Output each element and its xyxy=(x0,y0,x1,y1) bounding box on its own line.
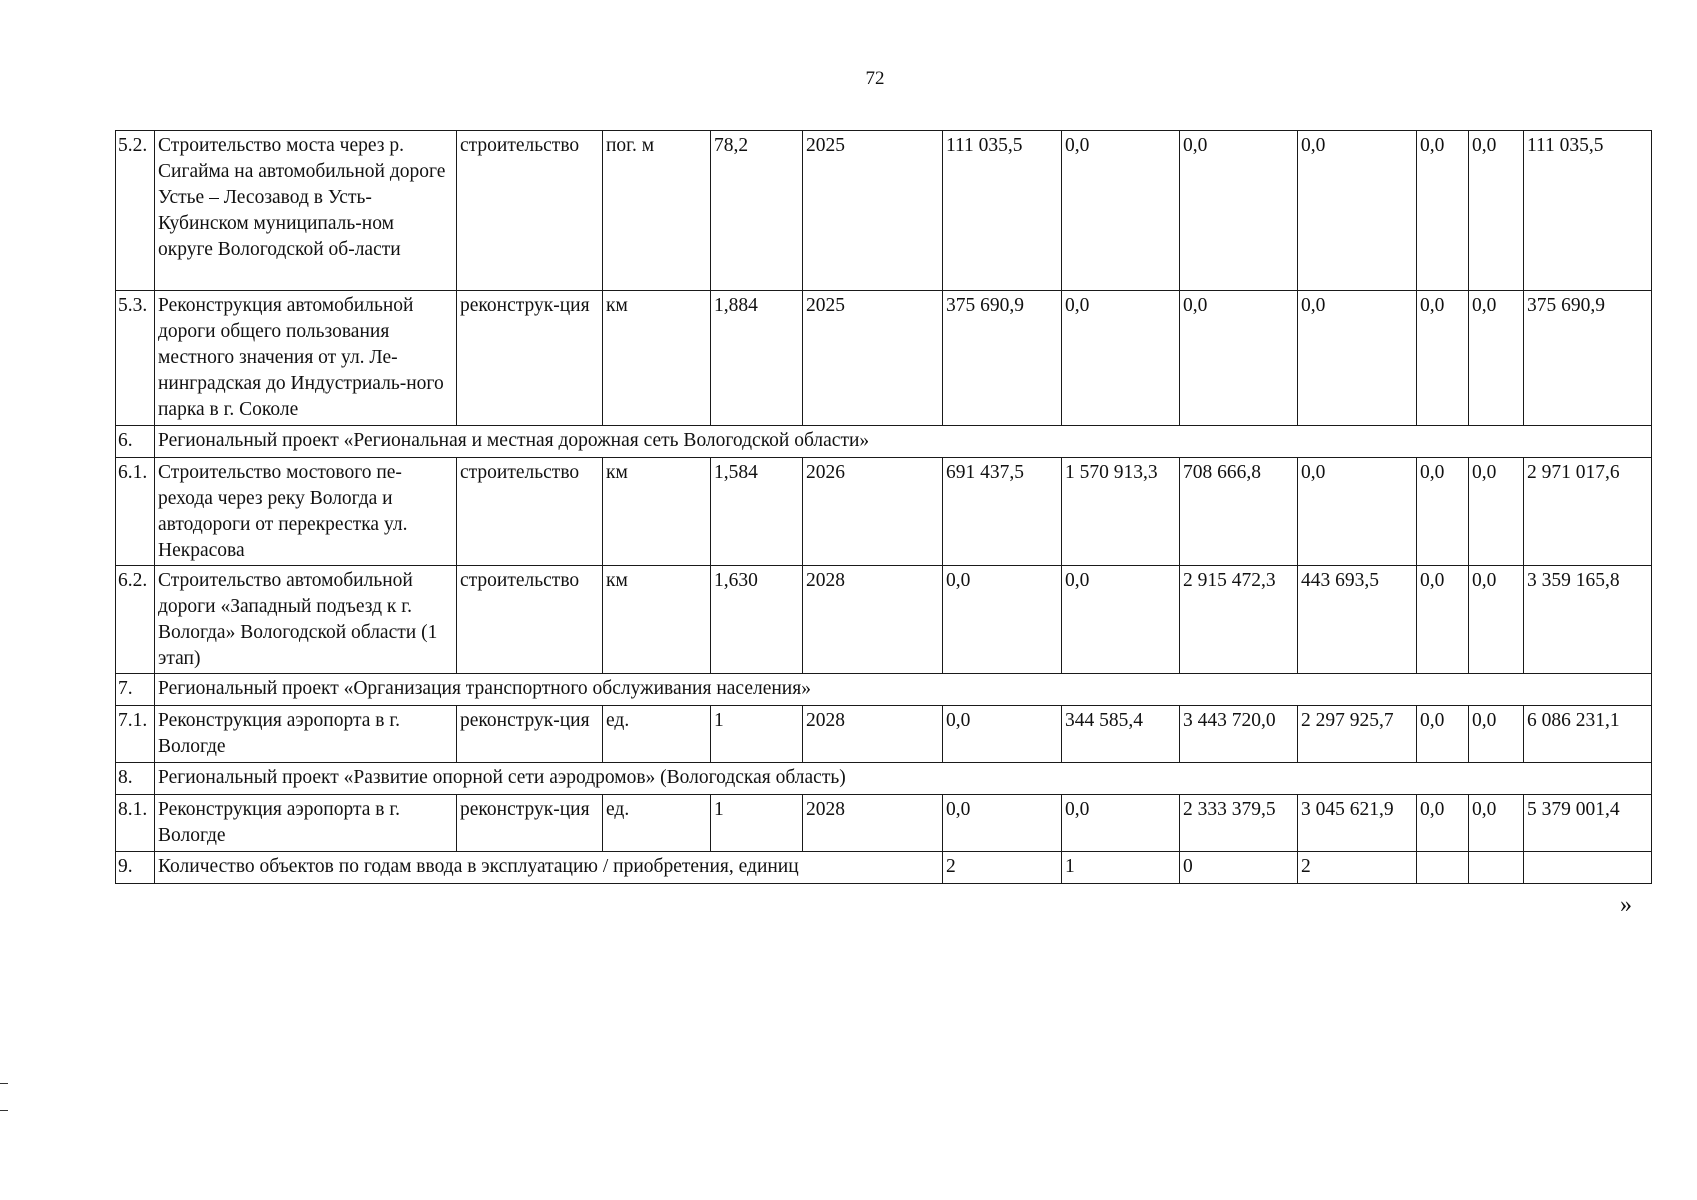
unit: км xyxy=(603,458,711,566)
work-type: строительство xyxy=(457,458,603,566)
value-cell: 2 915 472,3 xyxy=(1180,566,1298,674)
scan-edge-mark xyxy=(0,1110,8,1111)
value-cell: 708 666,8 xyxy=(1180,458,1298,566)
completion-year: 2025 xyxy=(803,131,943,291)
value-cell: 0,0 xyxy=(1298,131,1417,291)
total-label: Количество объектов по годам ввода в эксплуатацию / приобретения, единиц xyxy=(155,852,943,884)
object-name: Строительство мостового пе-рехода через реку Вологда и автодороги от перекрестка ул. Некрасова xyxy=(155,458,457,566)
value-cell: 375 690,9 xyxy=(943,291,1062,426)
objects-table xyxy=(115,130,1652,884)
value-cell: 1 570 913,3 xyxy=(1062,458,1180,566)
unit: ед. xyxy=(603,706,711,763)
row-number: 6. xyxy=(116,426,155,458)
total-cell: 6 086 231,1 xyxy=(1524,706,1652,763)
work-type: реконструк-ция xyxy=(457,706,603,763)
value-cell: 443 693,5 xyxy=(1298,566,1417,674)
capacity: 78,2 xyxy=(711,131,803,291)
work-type: строительство xyxy=(457,566,603,674)
object-name: Реконструкция автомобильной дороги общего пользования местного значения от ул. Ле-нинградская до Индустриаль-ного парка в г. Соколе xyxy=(155,291,457,426)
capacity: 1 xyxy=(711,706,803,763)
scan-edge-mark xyxy=(0,1083,8,1084)
value-cell: 0,0 xyxy=(1469,291,1524,426)
row-number: 6.1. xyxy=(116,458,155,566)
closing-quote: » xyxy=(1620,892,1632,918)
row-number: 9. xyxy=(116,852,155,884)
value-cell: 0,0 xyxy=(1180,131,1298,291)
value-cell: 2 333 379,5 xyxy=(1180,795,1298,852)
value-cell: 0,0 xyxy=(1469,706,1524,763)
value-cell: 0,0 xyxy=(943,566,1062,674)
value-cell: 2 297 925,7 xyxy=(1298,706,1417,763)
section-title: Региональный проект «Организация транспортного обслуживания населения» xyxy=(155,674,1652,706)
section-row xyxy=(116,674,1652,706)
value-cell: 3 045 621,9 xyxy=(1298,795,1417,852)
total-cell: 2 971 017,6 xyxy=(1524,458,1652,566)
section-title: Региональный проект «Региональная и местная дорожная сеть Вологодской области» xyxy=(155,426,1652,458)
value-cell: 0 xyxy=(1180,852,1298,884)
row-number: 8.1. xyxy=(116,795,155,852)
value-cell xyxy=(1469,852,1524,884)
total-cell: 5 379 001,4 xyxy=(1524,795,1652,852)
object-name: Реконструкция аэропорта в г. Вологде xyxy=(155,795,457,852)
value-cell: 0,0 xyxy=(943,706,1062,763)
table-row xyxy=(116,458,1652,566)
value-cell: 0,0 xyxy=(1469,795,1524,852)
value-cell: 2 xyxy=(943,852,1062,884)
row-number: 5.2. xyxy=(116,131,155,291)
table-row xyxy=(116,131,1652,291)
total-cell xyxy=(1524,852,1652,884)
completion-year: 2026 xyxy=(803,458,943,566)
unit: км xyxy=(603,291,711,426)
table-row xyxy=(116,706,1652,763)
unit: ед. xyxy=(603,795,711,852)
object-name: Реконструкция аэропорта в г. Вологде xyxy=(155,706,457,763)
value-cell: 0,0 xyxy=(1469,566,1524,674)
value-cell: 0,0 xyxy=(1298,291,1417,426)
table-row xyxy=(116,566,1652,674)
capacity: 1,584 xyxy=(711,458,803,566)
value-cell: 0,0 xyxy=(1469,458,1524,566)
value-cell: 0,0 xyxy=(1417,291,1469,426)
total-row xyxy=(116,852,1652,884)
value-cell: 691 437,5 xyxy=(943,458,1062,566)
value-cell: 0,0 xyxy=(1062,131,1180,291)
work-type: строительство xyxy=(457,131,603,291)
value-cell: 3 443 720,0 xyxy=(1180,706,1298,763)
object-name: Строительство моста через р. Сигайма на автомобильной дороге Устье – Лесозавод в Усть-Кубинском муниципаль-ном округе Вологодской об-ласти xyxy=(155,131,457,291)
capacity: 1 xyxy=(711,795,803,852)
section-title: Региональный проект «Развитие опорной сети аэродромов» (Вологодская область) xyxy=(155,763,1652,795)
unit: пог. м xyxy=(603,131,711,291)
value-cell: 0,0 xyxy=(1062,795,1180,852)
value-cell: 0,0 xyxy=(1062,566,1180,674)
row-number: 7.1. xyxy=(116,706,155,763)
completion-year: 2028 xyxy=(803,566,943,674)
value-cell: 111 035,5 xyxy=(943,131,1062,291)
value-cell: 0,0 xyxy=(1298,458,1417,566)
section-row xyxy=(116,426,1652,458)
value-cell: 0,0 xyxy=(943,795,1062,852)
capacity: 1,630 xyxy=(711,566,803,674)
value-cell: 0,0 xyxy=(1469,131,1524,291)
value-cell: 0,0 xyxy=(1062,291,1180,426)
capacity: 1,884 xyxy=(711,291,803,426)
value-cell: 2 xyxy=(1298,852,1417,884)
completion-year: 2028 xyxy=(803,795,943,852)
value-cell: 0,0 xyxy=(1180,291,1298,426)
value-cell: 1 xyxy=(1062,852,1180,884)
value-cell: 0,0 xyxy=(1417,795,1469,852)
completion-year: 2028 xyxy=(803,706,943,763)
row-number: 7. xyxy=(116,674,155,706)
row-number: 8. xyxy=(116,763,155,795)
completion-year: 2025 xyxy=(803,291,943,426)
table-row xyxy=(116,795,1652,852)
section-row xyxy=(116,763,1652,795)
value-cell: 0,0 xyxy=(1417,131,1469,291)
table-body xyxy=(116,131,1652,884)
total-cell: 375 690,9 xyxy=(1524,291,1652,426)
value-cell: 0,0 xyxy=(1417,706,1469,763)
work-type: реконструк-ция xyxy=(457,291,603,426)
value-cell: 0,0 xyxy=(1417,566,1469,674)
table-row xyxy=(116,291,1652,426)
row-number: 6.2. xyxy=(116,566,155,674)
unit: км xyxy=(603,566,711,674)
value-cell: 0,0 xyxy=(1417,458,1469,566)
total-cell: 3 359 165,8 xyxy=(1524,566,1652,674)
work-type: реконструк-ция xyxy=(457,795,603,852)
row-number: 5.3. xyxy=(116,291,155,426)
value-cell: 344 585,4 xyxy=(1062,706,1180,763)
value-cell xyxy=(1417,852,1469,884)
total-cell: 111 035,5 xyxy=(1524,131,1652,291)
page-number: 72 xyxy=(865,68,885,89)
object-name: Строительство автомобильной дороги «Западный подъезд к г. Вологда» Вологодской области (1 этап) xyxy=(155,566,457,674)
